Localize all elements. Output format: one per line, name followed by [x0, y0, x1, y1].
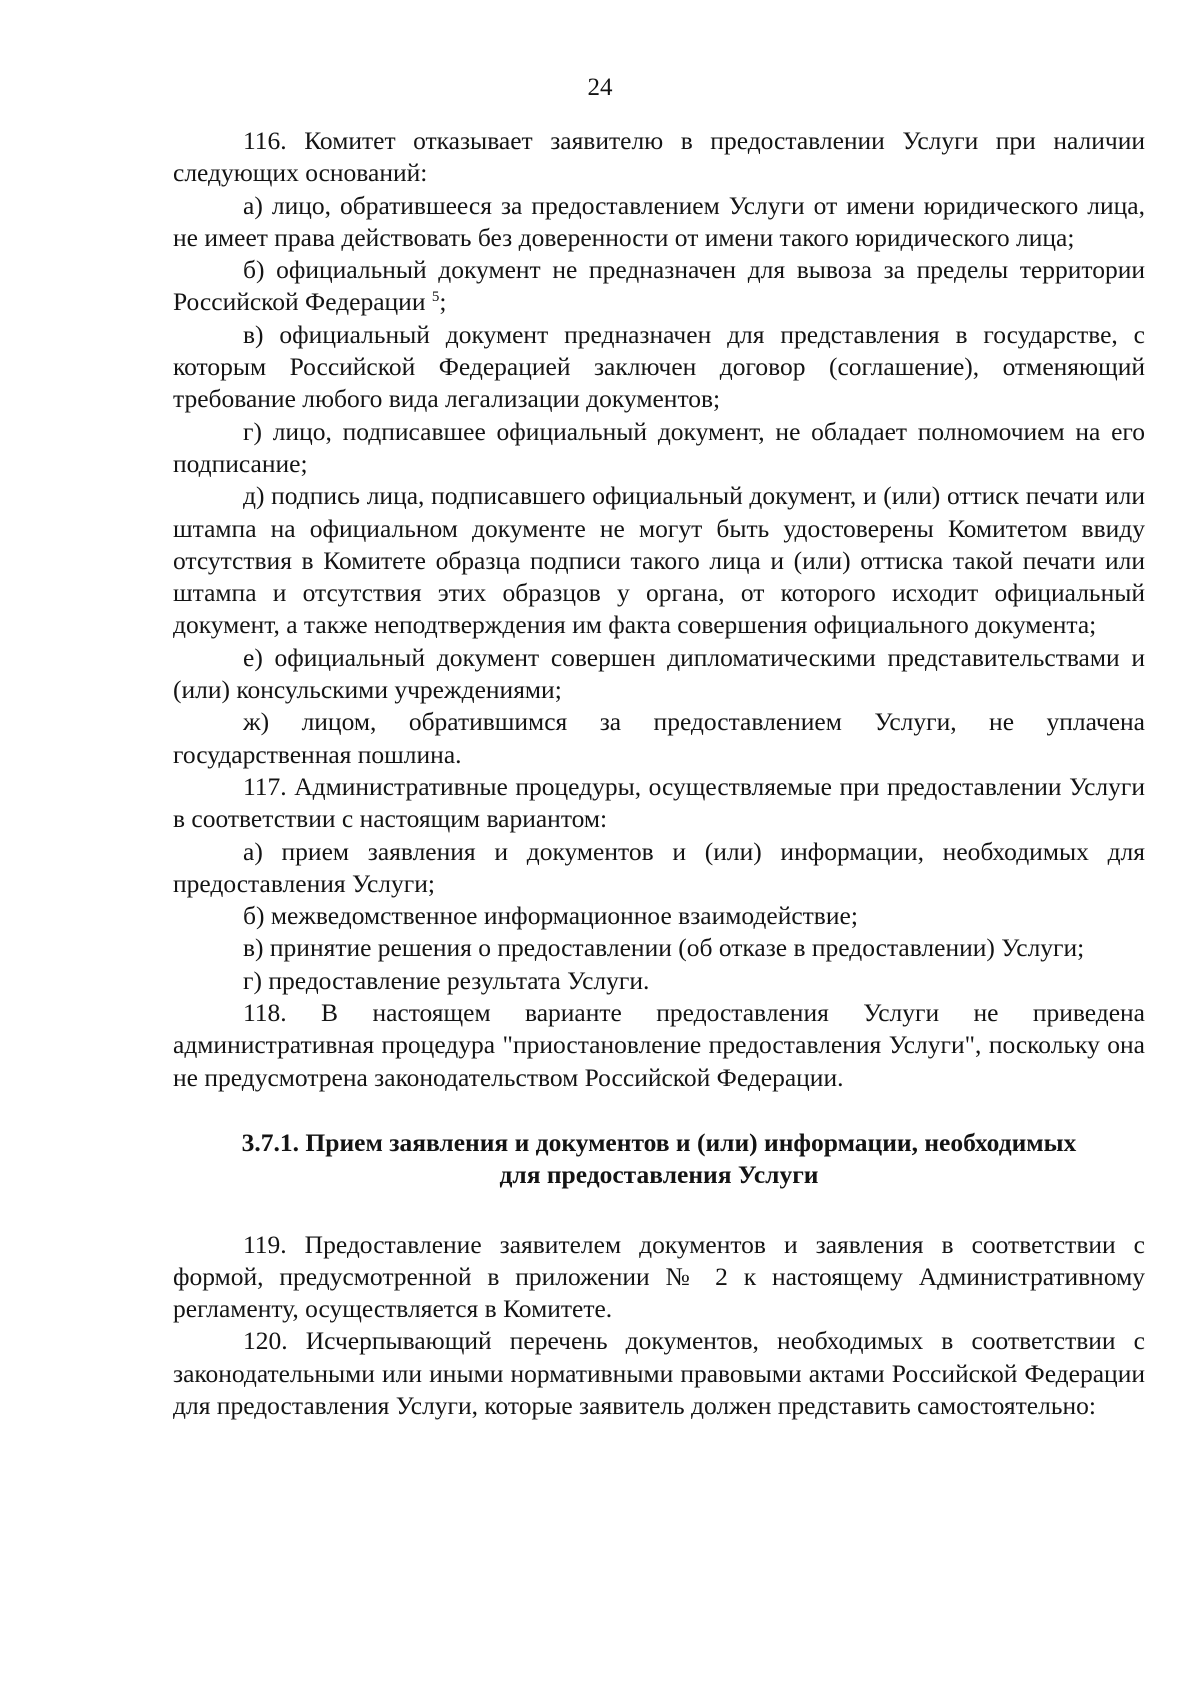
procedure-v: в) принятие решения о предоставлении (об отказе в предоставлении) Услуги; [243, 933, 1085, 963]
paragraph-120: 120. Исчерпывающий перечень документов, необходимых в соответствии с законодательными или иными нормативными правовыми актами Российской Федерации для предоставления Услуги, которые заявитель должен представить самостоятельно: [173, 1326, 1145, 1420]
section-heading-line2: для предоставления Услуги [499, 1160, 819, 1190]
ground-e: е) официальный документ совершен дипломатическими представительствами и (или) консульскими учреждениями; [173, 642, 1145, 705]
procedure-b: б) межведомственное информационное взаимодействие; [243, 901, 858, 931]
footnote-ref: 5 [431, 289, 440, 306]
ground-zh: ж) лицом, обратившимся за предоставлением Услуги, не уплачена государственная пошлина. [173, 707, 1145, 769]
ground-d: д) подпись лица, подписавшего официальный документ, и (или) оттиск печати или штампа на официальном документе не могут быть удостоверены Комитетом ввиду отсутствия в Комитете образца подписи такого лица и (или) оттиска такой печати или штампа и отсутствия этих образцов у органа, от которого исходит официальный документ, а также неподтверждения им факта совершения официального документа; [173, 481, 1145, 640]
document-body [173, 125, 1145, 1422]
section-heading [173, 1127, 1145, 1192]
ground-a: а) лицо, обратившееся за предоставлением Услуги от имени юридического лица, не имеет права действовать без доверенности от имени такого юридического лица; [173, 190, 1145, 252]
section-heading-line1: 3.7.1. Прием заявления и документов и (или) информации, необходимых [241, 1127, 1077, 1157]
paragraph-116: 116. Комитет отказывает заявителю в предоставлении Услуги при наличии следующих оснований: [173, 126, 1145, 188]
ground-v: в) официальный документ предназначен для представления в государстве, с которым Российской Федерацией заключен договор (соглашение), отменяющий требование любого вида легализации документов; [173, 319, 1145, 414]
paragraph-118: 118. В настоящем варианте предоставления Услуги не приведена административная процедура "приостановление предоставления Услуги", поскольку она не предусмотрена законодательством Российской Федерации. [173, 998, 1145, 1092]
ground-g: г) лицо, подписавшее официальный документ, не обладает полномочием на его подписание; [173, 416, 1145, 478]
page-number: 24 [587, 74, 613, 101]
procedure-a: а) прием заявления и документов и (или) информации, необходимых для предоставления Услуги; [173, 836, 1145, 898]
paragraph-117: 117. Административные процедуры, осуществляемые при предоставлении Услуги в соответствии с настоящим вариантом: [173, 771, 1145, 834]
ground-b [173, 254, 1145, 319]
procedure-g: г) предоставление результата Услуги. [243, 965, 650, 995]
ground-b-text: б) официальный документ не предназначен для вывоза за пределы территории Российской Федерации [173, 255, 1145, 317]
ground-b-tail: ; [439, 287, 447, 317]
paragraph-119: 119. Предоставление заявителем документов и заявления в соответствии с формой, предусмотренной в приложении № 2 к настоящему Административному регламенту, осуществляется в Комитете. [173, 1229, 1145, 1324]
